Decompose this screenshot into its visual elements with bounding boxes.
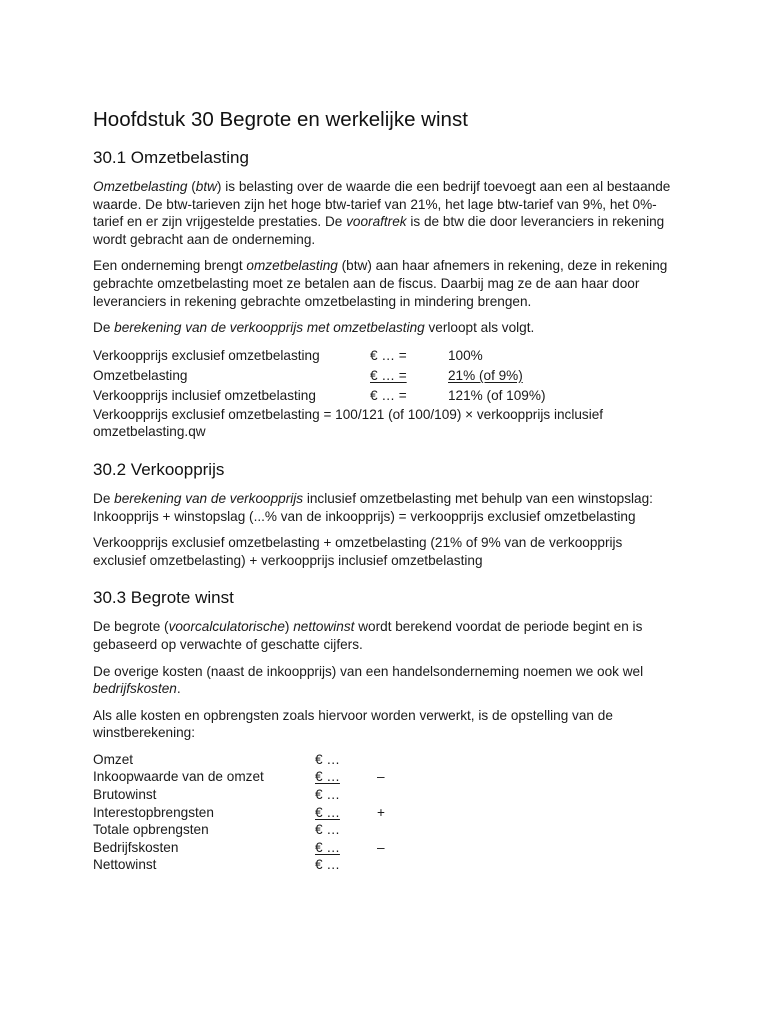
profit-row — [93, 768, 673, 786]
text: is de btw die door leveranciers in rekening wordt gebracht aan de onderneming. — [93, 214, 665, 247]
text: inclusief omzetbelasting met behulp van een winstopslag: Inkoopprijs + winstopslag (...% van de inkoopprijs) = verkoopprijs exclusief omzetbelasting — [93, 490, 653, 524]
italic-term: berekening van de verkoopprijs met omzetbelasting — [114, 320, 425, 336]
chapter-title: Hoofdstuk 30 Begrote en werkelijke winst — [93, 108, 468, 131]
section-heading: 30.1 Omzetbelasting — [93, 148, 249, 167]
profit-amount: € … — [315, 839, 340, 855]
italic-term: nettowinst — [293, 619, 355, 635]
profit-label: Bedrijfskosten — [93, 839, 179, 855]
section-verkoopprijs — [93, 459, 673, 569]
profit-row — [93, 804, 673, 822]
section-heading: 30.2 Verkoopprijs — [93, 459, 225, 479]
profit-label: Omzet — [93, 751, 134, 767]
calc-percentage: 21% (of 9%) — [448, 367, 523, 383]
profit-row — [93, 839, 673, 857]
italic-term: btw — [195, 179, 217, 194]
profit-label: Totale opbrengsten — [93, 822, 209, 838]
italic-term: omzetbelasting — [246, 258, 338, 274]
calc-amount: € … = — [370, 387, 407, 403]
profit-calculation-table — [93, 751, 673, 874]
paragraph — [93, 618, 673, 653]
paragraph: Als alle kosten en opbrengsten zoals hiervoor worden verwerkt, is de opstelling van de winstberekening: — [93, 707, 613, 741]
text: ( — [187, 179, 196, 194]
profit-amount: € … — [315, 751, 340, 767]
profit-label: Nettowinst — [93, 857, 157, 873]
calc-row — [93, 366, 673, 386]
profit-operator: – — [377, 839, 385, 855]
section-omzetbelasting — [93, 147, 673, 441]
text: . — [176, 681, 181, 697]
profit-operator: – — [377, 769, 385, 785]
text: Een onderneming brengt — [93, 258, 247, 274]
profit-label: Inkoopwaarde van de omzet — [93, 769, 264, 785]
calc-label: Verkoopprijs exclusief omzetbelasting — [93, 347, 320, 363]
profit-amount: € … — [315, 804, 340, 820]
paragraph — [93, 257, 673, 310]
calc-label: Verkoopprijs inclusief omzetbelasting — [93, 387, 316, 403]
paragraph: Verkoopprijs exclusief omzetbelasting + omzetbelasting (21% of 9% van de verkoopprijs exclusief omzetbelasting) + verkoopprijs inclusief omzetbelasting — [93, 535, 623, 568]
profit-row — [93, 856, 673, 874]
calc-percentage: 121% (of 109%) — [448, 387, 546, 403]
paragraph — [93, 490, 673, 525]
profit-amount: € … — [315, 769, 340, 785]
calc-row — [93, 346, 673, 366]
profit-label: Brutowinst — [93, 787, 157, 803]
text: De begrote ( — [93, 619, 169, 635]
text: verloopt als volgt. — [424, 320, 535, 336]
profit-operator: + — [377, 804, 385, 820]
profit-amount: € … — [315, 857, 340, 873]
italic-term: berekening van de verkoopprijs — [114, 490, 304, 506]
paragraph — [93, 319, 673, 337]
italic-term: bedrijfskosten — [93, 681, 177, 697]
text: ) — [284, 619, 294, 635]
section-begrote-winst — [93, 587, 673, 874]
text: De — [93, 490, 115, 506]
italic-term: vooraftrek — [346, 214, 407, 230]
italic-term: voorcalculatorische — [168, 619, 285, 635]
calc-label: Omzetbelasting — [93, 367, 188, 383]
profit-amount: € … — [315, 822, 340, 838]
italic-term: Omzetbelasting — [93, 179, 188, 194]
calc-row — [93, 386, 673, 406]
text: (btw) aan haar afnemers in rekening, deze in rekening gebrachte omzetbelasting moet ze betalen aan de fiscus. Daarbij mag ze de aan haar door leveranciers in rekening gebrachte omzetbelasting in mindering brengen. — [93, 258, 668, 309]
calc-amount: € … = — [370, 367, 407, 383]
paragraph — [93, 178, 673, 248]
formula: Verkoopprijs exclusief omzetbelasting = 100/121 (of 100/109) × verkoopprijs inclusief omzetbelasting.qw — [93, 406, 604, 440]
text: De overige kosten (naast de inkoopprijs) van een handelsonderneming noemen we ook wel — [93, 663, 644, 679]
vat-calculation-table — [93, 346, 673, 441]
profit-label: Interestopbrengsten — [93, 804, 214, 820]
profit-row — [93, 821, 673, 839]
text: De — [93, 320, 115, 336]
text: wordt berekend voordat de periode begint en is gebaseerd op verwachte of geschatte cijfers. — [93, 619, 643, 652]
section-heading: 30.3 Begrote winst — [93, 588, 234, 608]
document-page — [93, 107, 673, 874]
profit-row — [93, 751, 673, 769]
paragraph — [93, 663, 673, 698]
profit-row — [93, 786, 673, 804]
text: ) is belasting over de waarde die een bedrijf toevoegt aan een al bestaande waarde. De btw-tarieven zijn het hoge btw-tarief van 21%, het lage btw-tarief van 9%, het 0%-tarief en er zijn vrijgestelde prestaties. De — [93, 179, 671, 230]
calc-amount: € … = — [370, 347, 407, 363]
profit-amount: € … — [315, 787, 340, 803]
calc-percentage: 100% — [448, 347, 483, 363]
